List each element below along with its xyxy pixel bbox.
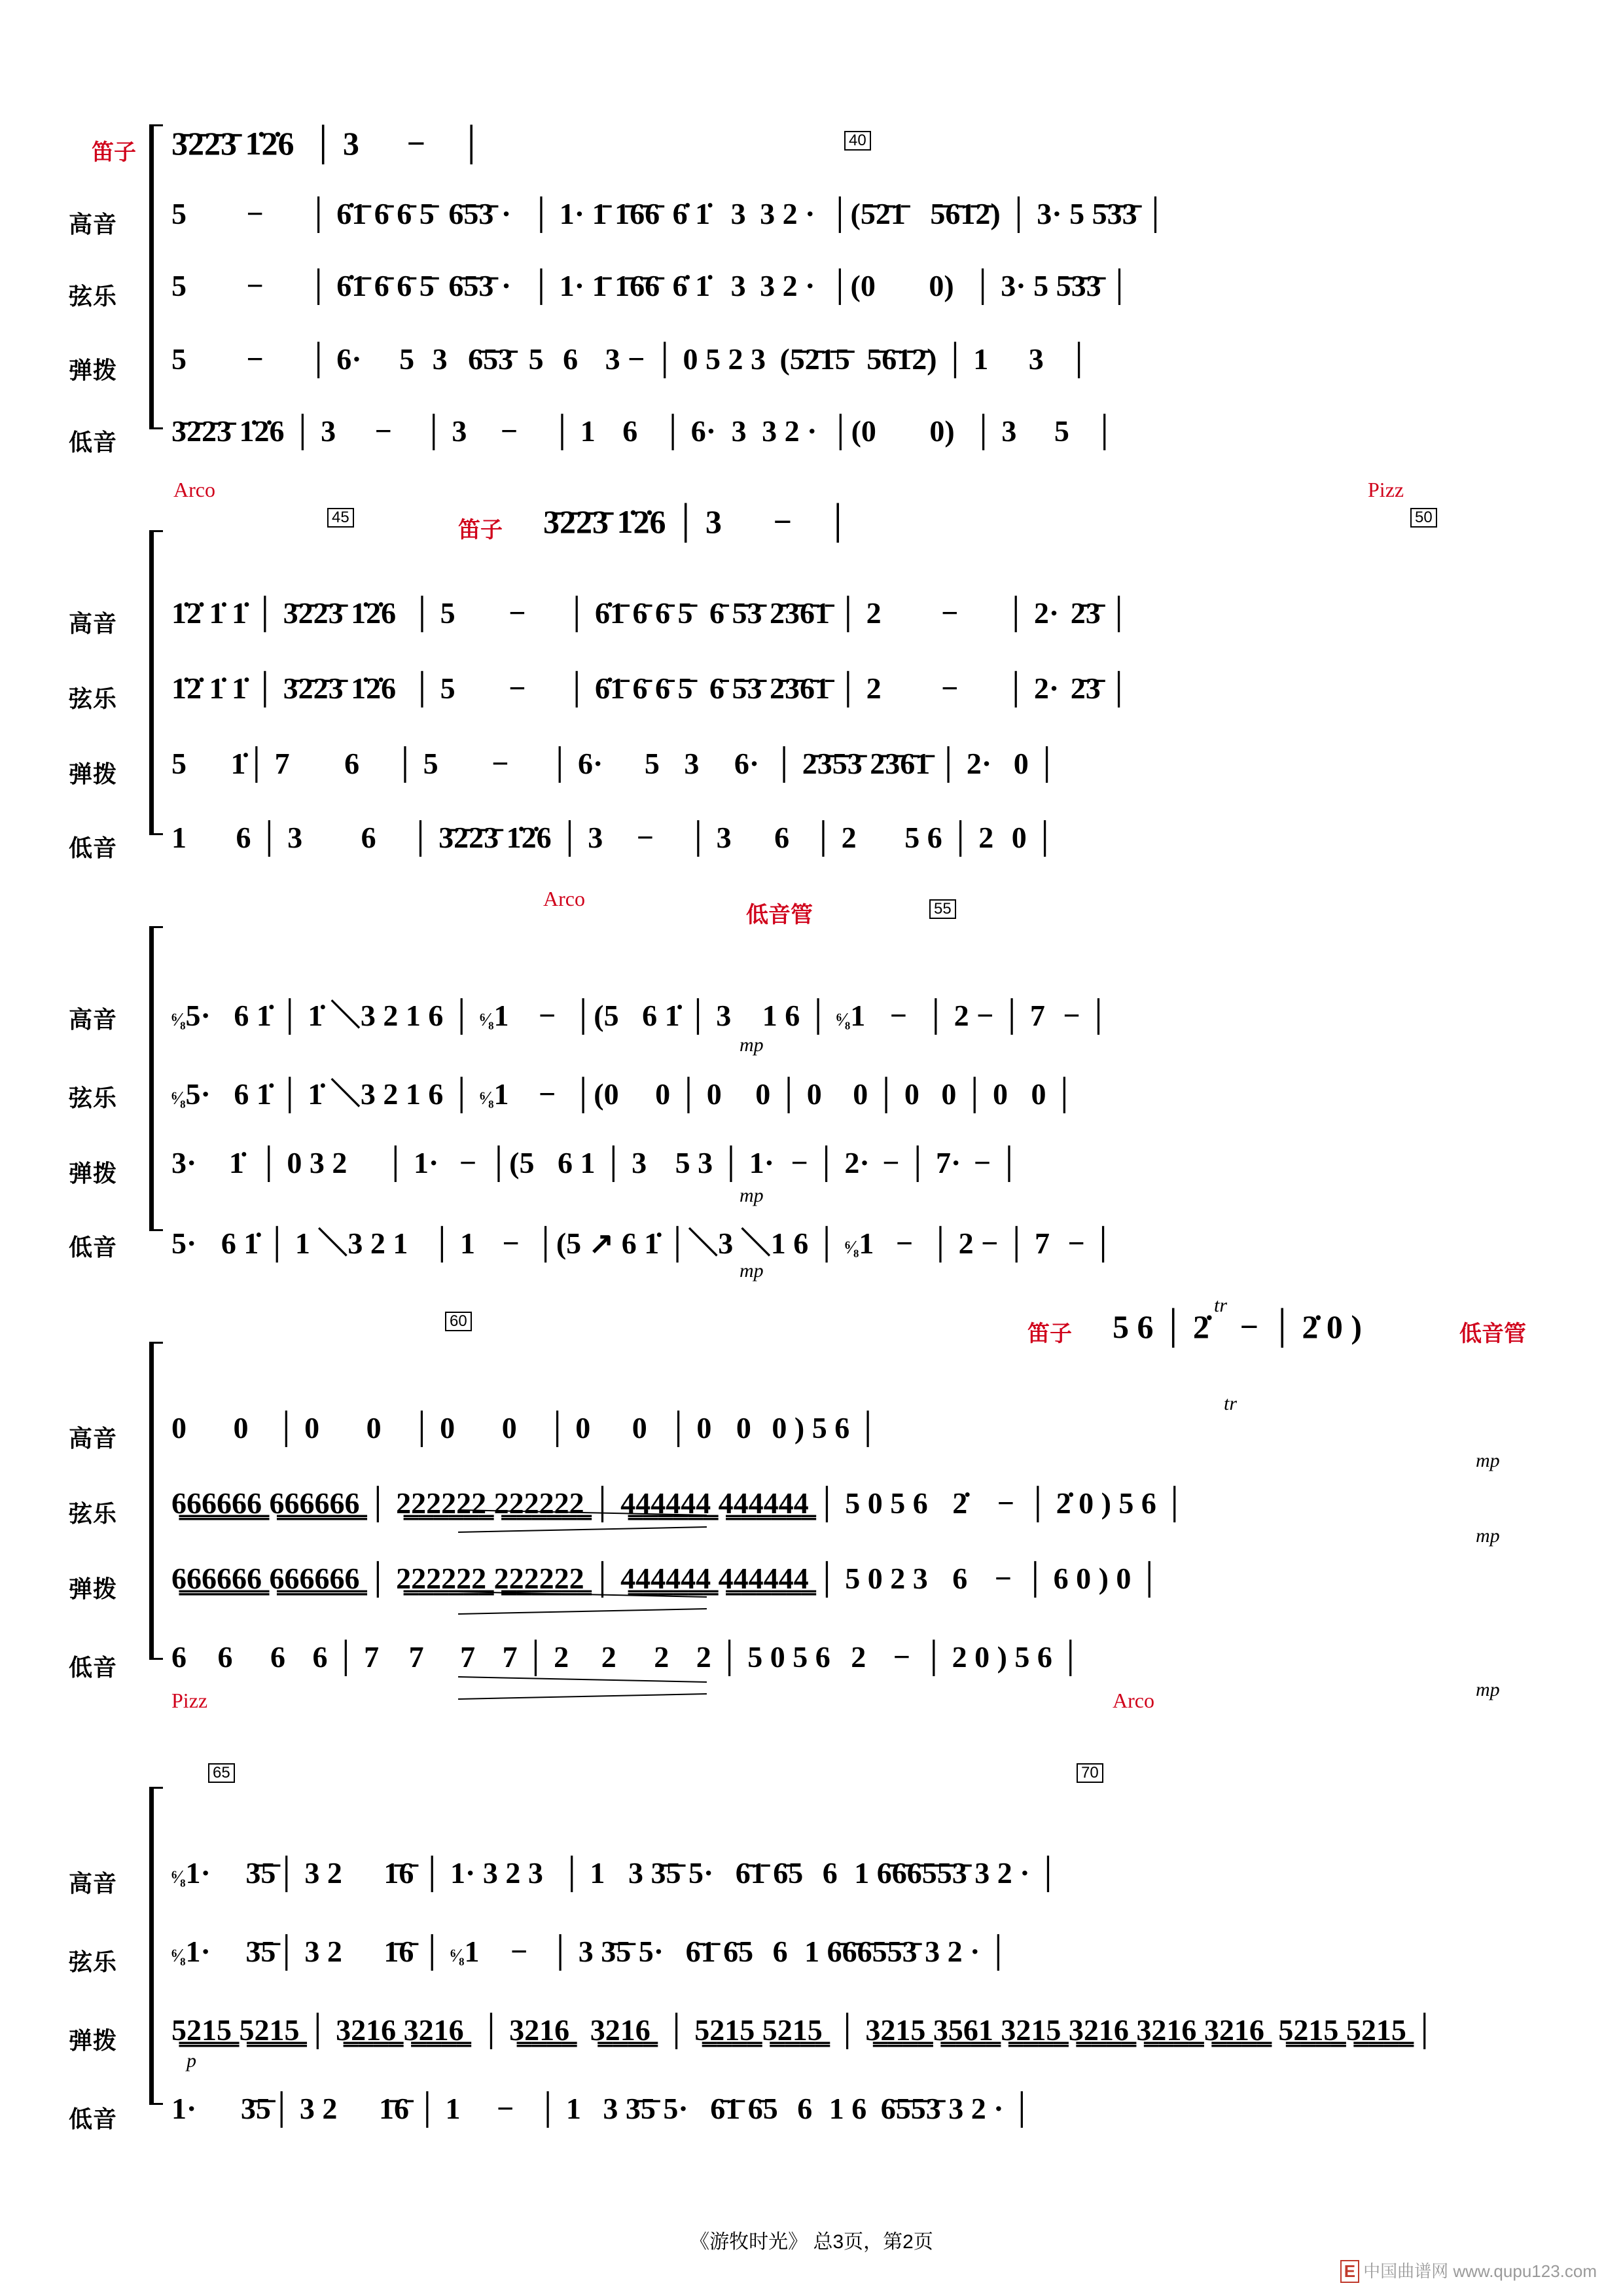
part-label-diyin-1: 低音 (69, 429, 118, 456)
measure-number-70: 70 (1077, 1763, 1103, 1783)
dynamic-p-tanbo-5: p (187, 2050, 196, 2072)
dizi-notes-4: 5 6 │ 2̇ − │ 2̇ 0 ) (1113, 1308, 1363, 1345)
part-label-xianyue-3: 弦乐 (69, 1085, 118, 1111)
part-label-xianyue-4: 弦乐 (69, 1500, 118, 1527)
gaoyin-notes-5: ⁶⁄₈1· 3̄5̄│ 3 2 1̄6̄ │ 1· 3 2 3 │ 1 3 3̄5̄ 5· 6̄1̄ 6̄5 6 1 6̄6̄6̄5̄5̄3̄ 3 2 · │ (171, 1856, 1059, 1890)
mark-arco-4: Arco (1113, 1689, 1154, 1712)
xianyue-notes-5: ⁶⁄₈1· 3̄5̄│ 3 2 1̄6̄ │ ⁶⁄₈1 − │ 3 3̄5̄ 5· 6̄1̄ 6̄5 6 1 6̄6̄6̄5̄5̄3̄ 3 2 · │ (171, 1935, 1009, 1968)
measure-number-60: 60 (445, 1312, 472, 1331)
mark-pizz-1: Pizz (1368, 478, 1404, 501)
measure-number-55: 55 (929, 899, 956, 919)
system-brace (149, 124, 163, 429)
dynamic-mp-tanbo-3: mp (740, 1185, 764, 1206)
gaoyin-notes-1: 5 − │ 6̇1̄ 6̄ 6̄ 5̄ 6̄5̄3̄ · │ 1· 1̄ 1̄6̄6̄ 6̇ 1̇ 3 3 2 · │(5̄2̄1̄ 5̄6̄1̄2̄) │ 3· 5 5̄3̄3̄ │ (171, 197, 1166, 230)
part-label-dizi-2: 笛子 (458, 518, 503, 543)
system-3 (0, 890, 1623, 1282)
dizi-pickup-notes-2: 3̄2̄2̄3̄ 1̇2̇6 │ 3 − │ (543, 503, 849, 540)
xianyue-notes-4: 6̳6̳6̳6̳6̳6̳ 6̳6̳6̳6̳6̳6̳ │ 2̳2̳2̳2̳2̳2̳ 2̳2̳2̳2̳2̳2̳ │ 4̳4̳4̳4̳4̳4̳ 4̳4̳4̳4̳4̳4̳ │ 5 0 5 6 2̇ − │ 2̇ 0 ) 5 6 │ (171, 1486, 1185, 1520)
part-label-dizi-4: 笛子 (1027, 1321, 1072, 1346)
measure-number-65: 65 (208, 1763, 235, 1783)
part-label-gaoyin-5: 高音 (69, 1870, 118, 1897)
part-label-gaoyin-3: 高音 (69, 1006, 118, 1033)
part-label-xianyue-5: 弦乐 (69, 1948, 118, 1975)
mark-pizz-4: Pizz (171, 1689, 208, 1712)
diyin-notes-4: 6 6 6 6 │ 7 7 7 7 │ 2 2 2 2 │ 5 0 5 6 2 − │ 2 0 ) 5 6 │ (171, 1640, 1081, 1674)
ornament-tr-4: tr (1214, 1295, 1228, 1316)
diyin-notes-3: 5· 6 1̇ │ 1 ＼3 2 1 │ 1 − │(5 ↗ 6 1̇ │＼3 ＼1 6 │ ⁶⁄₈1 − │ 2 − │ 7 − │ (171, 1227, 1114, 1260)
part-label-gaoyin-2: 高音 (69, 610, 118, 637)
part-label-dizi: 笛子 (92, 140, 136, 165)
diminuendo-hairpin-2 (458, 1594, 707, 1611)
system-brace-2 (149, 530, 163, 835)
part-label-tanbo-4: 弹拨 (69, 1575, 118, 1602)
tanbo-notes-1: 5 − │ 6· 5 3 6̄5̄3̄ 5 6 3 − │ 0 5 2 3 (5̄2̄1̄5̄ 5̄6̄1̄2̄) │ 1 3 │ (171, 342, 1090, 376)
xianyue-notes-2: 1̇2̇ 1̇ 1̇ │ 3̄2̄2̄3̄ 1̇2̇6 │ 5 − │ 6̇1̄ 6̄ 6̄ 5̄ 6̄ 5̄3̄ 2̄3̄6̄1̄ │ 2 − │ 2· 2̄3̄ │ (171, 672, 1130, 705)
part-label-xianyue-1: 弦乐 (69, 283, 118, 310)
tanbo-notes-3: 3· 1̇ │ 0 3 2 │ 1· − │(5 6 1 │ 3 5 3 │ 1· − │ 2· − │ 7· − │ (171, 1146, 1020, 1179)
part-label-diyin-4: 低音 (69, 1654, 118, 1681)
system-4 (0, 1296, 1623, 1715)
page-footer: 《游牧时光》 总3页，第2页 (690, 2231, 933, 2253)
watermark (1340, 2258, 1597, 2283)
part-label-tanbo-1: 弹拨 (69, 357, 118, 384)
system-brace-4 (149, 1342, 163, 1660)
system-brace-5 (149, 1787, 163, 2105)
ornament-tr-gaoyin-4: tr (1224, 1393, 1238, 1414)
diyin-notes-5: 1· 3̄5̄│ 3 2 1̄6̄ │ 1 − │ 1 3 3̄5̄ 5· 6̄1̄ 6̄5 6 1 6 6̄5̄5̄3̄ 3 2 · │ (171, 2092, 1033, 2125)
system-5 (0, 1754, 1623, 2160)
dynamic-mp-xianyue-4: mp (1476, 1525, 1500, 1547)
dynamic-mp-diyin-3: mp (740, 1260, 764, 1282)
mark-arco-2: Arco (543, 887, 585, 910)
dynamic-mp-diyin-4: mp (1476, 1679, 1500, 1700)
part-label-gaoyin-4: 高音 (69, 1425, 118, 1452)
xianyue-notes-3: ⁶⁄₈5· 6 1̇ │ 1̇ ＼3 2 1 6 │ ⁶⁄₈1 − │(0 0 │ 0 0 │ 0 0 │ 0 0 │ 0 0 │ (171, 1077, 1075, 1111)
dynamic-mp-gaoyin-3: mp (740, 1034, 764, 1056)
gaoyin-notes-4: 0 0 │ 0 0 │ 0 0 │ 0 0 │ 0 0 0 ) 5 6 │ (171, 1411, 879, 1444)
part-label-diyinguan-3: 低音管 (746, 903, 813, 927)
diminuendo-hairpin-1 (458, 1512, 707, 1529)
tanbo-notes-2: 5 1̇│ 7 6 │ 5 − │ 6· 5 3 6· │ 2̄3̄5̄3̄ 2̄3̄6̄1̄ │ 2· 0 │ (171, 747, 1058, 780)
dizi-pickup-notes: 3̄2̄2̄3̄ 1̇2̇6 │ 3 − │ (171, 125, 483, 162)
part-label-tanbo-2: 弹拨 (69, 761, 118, 787)
system-brace-3 (149, 926, 163, 1231)
diyin-notes-1: 3̄2̄2̄3̄ 1̇2̇6 │ 3 − │ 3 − │ 1 6 │ 6· 3 3 2 · │(0 0) │ 3 5 │ (171, 414, 1115, 448)
part-label-gaoyin-1: 高音 (69, 211, 118, 238)
part-label-diyinguan-4: 低音管 (1459, 1321, 1526, 1346)
part-label-xianyue-2: 弦乐 (69, 685, 118, 712)
gaoyin-notes-2: 1̇2̇ 1̇ 1̇ │ 3̄2̄2̄3̄ 1̇2̇6 │ 5 − │ 6̇1̄ 6̄ 6̄ 5̄ 6̄ 5̄3̄ 2̄3̄6̄1̄ │ 2 − │ 2· 2̄3̄ │ (171, 596, 1130, 630)
dynamic-mp-gaoyin-4: mp (1476, 1450, 1500, 1471)
part-label-diyin-3: 低音 (69, 1234, 118, 1261)
part-label-diyin-5: 低音 (69, 2106, 118, 2132)
diminuendo-hairpin-3 (458, 1679, 707, 1696)
part-label-tanbo-3: 弹拨 (69, 1160, 118, 1187)
measure-number-45: 45 (327, 508, 354, 528)
measure-number-50: 50 (1410, 508, 1437, 528)
tanbo-notes-5: 5̳2̳1̳5̳ 5̳2̳1̳5̳ │ 3̳2̳1̳6̳ 3̳2̳1̳6̳ │ 3̳2̳1̳6̳ 3̳2̳1̳6̳ │ 5̳2̳1̳5̳ 5̳2̳1̳5̳ │ 3̳2̳1̳5̳ 3̳5̳6̳1̳ 3̳2̳1̳5̳ 3̳2̳1̳6̳ 3̳2̳1̳6̳ 3̳2̳1̳6̳ 5̳2̳1̳5̳ 5̳2̳1̳5̳ │ (171, 2013, 1435, 2047)
mark-arco-1: Arco (173, 478, 215, 501)
diyin-notes-2: 1 6 │ 3 6 │ 3̄2̄2̄3̄ 1̇2̇6 │ 3 − │ 3 6 │ 2 5 6 │ 2 0 │ (171, 821, 1056, 854)
part-label-diyin-2: 低音 (69, 834, 118, 861)
xianyue-notes-1: 5 − │ 6̇1̄ 6̄ 6̄ 5̄ 6̄5̄3̄ · │ 1· 1̄ 1̄6̄6̄ 6̇ 1̇ 3 3 2 · │(0 0) │ 3· 5 5̄3̄3̄ │ (171, 269, 1130, 302)
system-1 (0, 59, 1623, 501)
tanbo-notes-4: 6̳6̳6̳6̳6̳6̳ 6̳6̳6̳6̳6̳6̳ │ 2̳2̳2̳2̳2̳2̳ 2̳2̳2̳2̳2̳2̳ │ 4̳4̳4̳4̳4̳4̳ 4̳4̳4̳4̳4̳4̳ │ 5 0 2 3 6 − │ 6 0 ) 0 │ (171, 1562, 1160, 1595)
part-label-tanbo-5: 弹拨 (69, 2027, 118, 2054)
watermark-text: 中国曲谱网 www.qupu123.com (1363, 2261, 1597, 2281)
gaoyin-notes-3: ⁶⁄₈5· 6 1̇ │ 1̇ ＼3 2 1 6 │ ⁶⁄₈1 − │(5 6 1̇ │ 3 1 6 │ ⁶⁄₈1 − │ 2 − │ 7 − │ (171, 999, 1109, 1032)
watermark-logo: E (1340, 2260, 1359, 2283)
measure-number-40: 40 (844, 131, 871, 151)
